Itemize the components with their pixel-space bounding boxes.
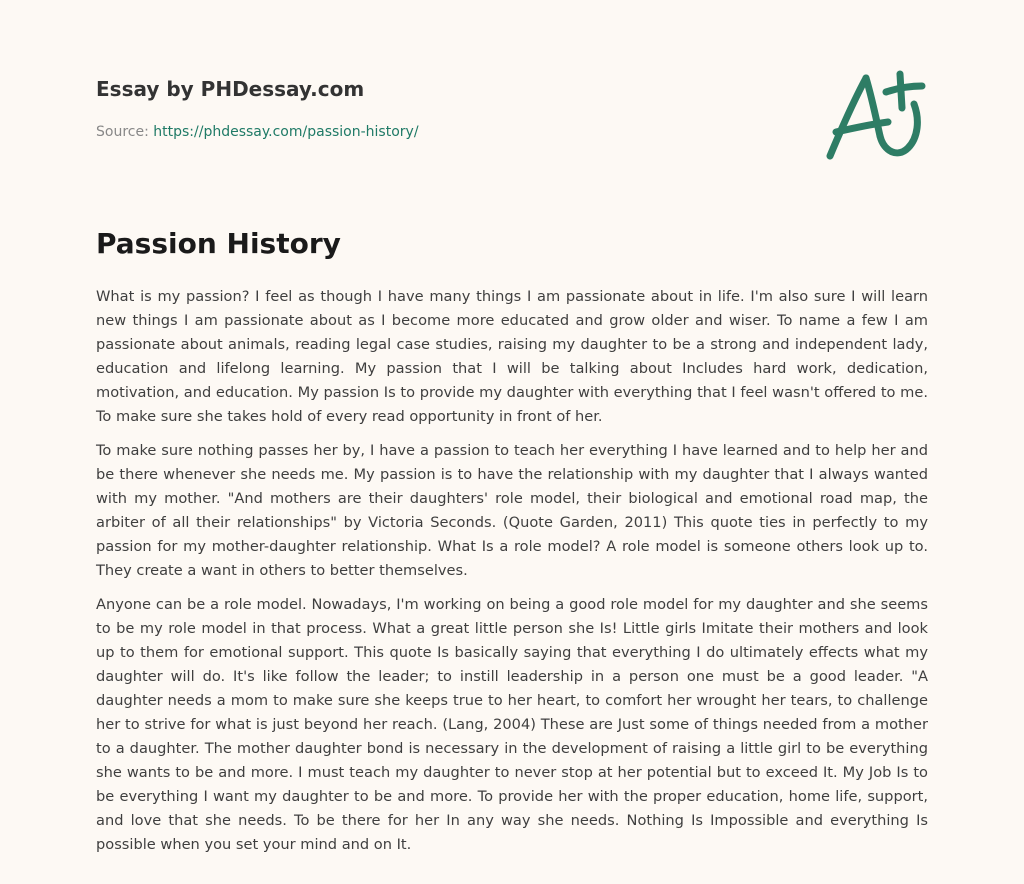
essay-paragraph: What is my passion? I feel as though I have many things I am passionate about in life. I'm also sure I will learn new things I am passionate about as I become more educated and grow older and wiser. To name a few I am passionate about animals, reading legal case studies, raising my daughter to be a strong and independent lady, education and lifelong learning. My passion that I will be talking about Includes hard work, dedication, motivation, and education. My passion Is to provide my daughter with everything that I feel wasn't offered to me. To make sure she takes hold of every read opportunity in front of her. [96,288,928,425]
source-label: Source: [96,124,154,140]
a-plus-grade-icon [818,62,938,172]
brand-title: Essay by PHDessay.com [96,77,365,101]
essay-paragraph: To make sure nothing passes her by, I have a passion to teach her everything I have learned and to help her and be there whenever she needs me. My passion is to have the relationship with my daughter that I always wanted with my mother. "And mothers are their daughters' role model, their biological and emotional road map, the arbiter of all their relationships" by Victoria Seconds. (Quote Garden, 2011) This quote ties in perfectly to my passion for my mother-daughter relationship. What Is a role model? A role model is someone others look up to. They create a want in others to better themselves. [96,442,928,579]
essay-title: Passion History [96,227,341,260]
source-link[interactable]: https://phdessay.com/passion-history/ [153,124,419,140]
page-header [96,74,419,142]
source-line [96,122,419,142]
essay-paragraph: Anyone can be a role model. Nowadays, I'm working on being a good role model for my daughter and she seems to be my role model in that process. What a great little person she Is! Little girls Imitate their mothers and look up to them for emotional support. This quote Is basically saying that everything I do ultimately effects what my daughter will do. It's like follow the leader; to instill leadership in a person one must be a good leader. "A daughter needs a mom to make sure she keeps true to her heart, to comfort her wrought her tears, to challenge her to strive for what is just beyond her reach. (Lang, 2004) These are Just some of things needed from a mother to a daughter. The mother daughter bond is necessary in the development of raising a little girl to be everything she wants to be and more. I must teach my daughter to never stop at her potential but to exceed It. My Job Is to be everything I want my daughter to be and more. To provide her with the proper education, home life, support, and love that she needs. To be there for her In any way she needs. Nothing Is Impossible and everything Is possible when you set your mind and on It. [96,596,928,853]
essay-body [96,285,928,867]
